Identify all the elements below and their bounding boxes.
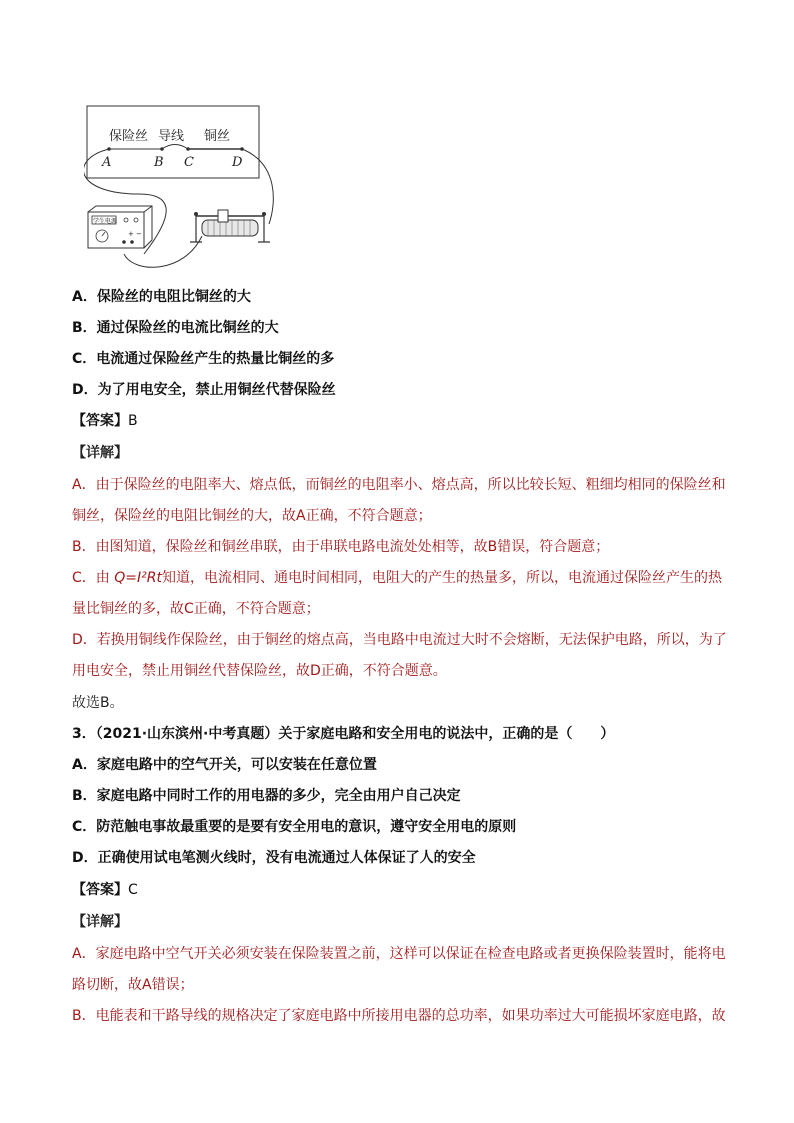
- q2-detail-a-line2: 铜丝，保险丝的电阻比铜丝的大，故A正确，不符合题意；: [72, 508, 432, 524]
- q3-detail-b-line1: B．电能表和干路导线的规格决定了家庭电路中所接用电器的总功率，如果功率过大可能损坏家庭电路，故: [72, 1008, 726, 1024]
- q2-option-b: B．通过保险丝的电流比铜丝的大: [72, 320, 279, 336]
- point-d: D: [232, 155, 243, 170]
- point-b: B: [154, 155, 164, 170]
- q2-detail-b-line1: B．由图知道，保险丝和铜丝串联，由于串联电路电流处处相等，故B错误，符合题意；: [72, 539, 610, 555]
- q3-answer-tag: 【答案】: [72, 882, 128, 898]
- power-supply: [88, 206, 152, 248]
- circuit-diagram: [84, 104, 284, 274]
- q2-detail-c-rest: 知道，电流相同、通电时间相同，电阻大的产生的热量多，所以，电流通过保险丝产生的热: [161, 570, 722, 586]
- q2-option-a: A．保险丝的电阻比铜丝的大: [72, 289, 251, 305]
- q2-detail-c-line1: [72, 568, 732, 588]
- q2-detail-tag: 【详解】: [72, 445, 128, 461]
- q2-detail-c-prefix: C．由: [72, 570, 115, 586]
- q3-detail-tag: 【详解】: [72, 914, 128, 930]
- q2-detail-d-line2: 用电安全，禁止用铜丝代替保险丝，故D正确，不符合题意。: [72, 663, 447, 679]
- wire-bottom: [124, 236, 202, 267]
- wire-arc: [162, 145, 188, 150]
- q3-option-a: A．家庭电路中的空气开关，可以安装在任意位置: [72, 757, 377, 773]
- q2-detail-a-line1: A．由于保险丝的电阻率大、熔点低，而铜丝的电阻率小、熔点高，所以比较长短、粗细均相同的保险丝和: [72, 477, 726, 493]
- q3-option-b: B．家庭电路中同时工作的用电器的多少，完全由用户自己决定: [72, 788, 461, 804]
- label-copper: 铜丝: [204, 129, 231, 144]
- point-a: A: [102, 155, 112, 170]
- wire-right: [242, 149, 273, 224]
- label-wire: 导线: [158, 129, 185, 144]
- q3-answer: [72, 880, 732, 900]
- q3-detail-a-line2: 路切断，故A错误；: [72, 977, 194, 993]
- q2-detail-c-line2: 量比铜丝的多，故C正确，不符合题意；: [72, 601, 320, 617]
- q2-answer: [72, 411, 732, 431]
- q2-answer-tag: 【答案】: [72, 413, 128, 429]
- point-c: C: [184, 155, 194, 170]
- minus-label: −: [136, 230, 142, 238]
- rheostat: [190, 210, 270, 242]
- q2-detail-c-formula: Q=I²Rt: [114, 570, 162, 586]
- q3-answer-value: C: [128, 882, 138, 898]
- q3-option-d: D．正确使用试电笔测火线时，没有电流通过人体保证了人的安全: [72, 850, 476, 866]
- q3-detail-a-line1: A．家庭电路中空气开关必须安装在保险装置之前，这样可以保证在检查电路或者更换保险装置时，能将电: [72, 946, 726, 962]
- q2-conclusion: 故选B。: [72, 695, 124, 711]
- q3-option-c: C．防范触电事故最重要的是要有安全用电的意识，遵守安全用电的原则: [72, 819, 517, 835]
- q3-stem: 3．（2021·山东滨州·中考真题）关于家庭电路和安全用电的说法中，正确的是（ ）: [72, 726, 615, 742]
- q2-option-d: D．为了用电安全，禁止用铜丝代替保险丝: [72, 382, 336, 398]
- label-fuse: 保险丝: [109, 129, 149, 144]
- q2-answer-value: B: [128, 413, 138, 429]
- q2-option-c: C．电流通过保险丝产生的热量比铜丝的多: [72, 351, 335, 367]
- power-supply-label: 学生电源: [93, 218, 118, 225]
- plus-label: +: [128, 230, 134, 238]
- q2-detail-d-line1: D．若换用铜线作保险丝，由于铜丝的熔点高，当电路中电流过大时不会熔断，无法保护电路，所以，为了: [72, 632, 727, 648]
